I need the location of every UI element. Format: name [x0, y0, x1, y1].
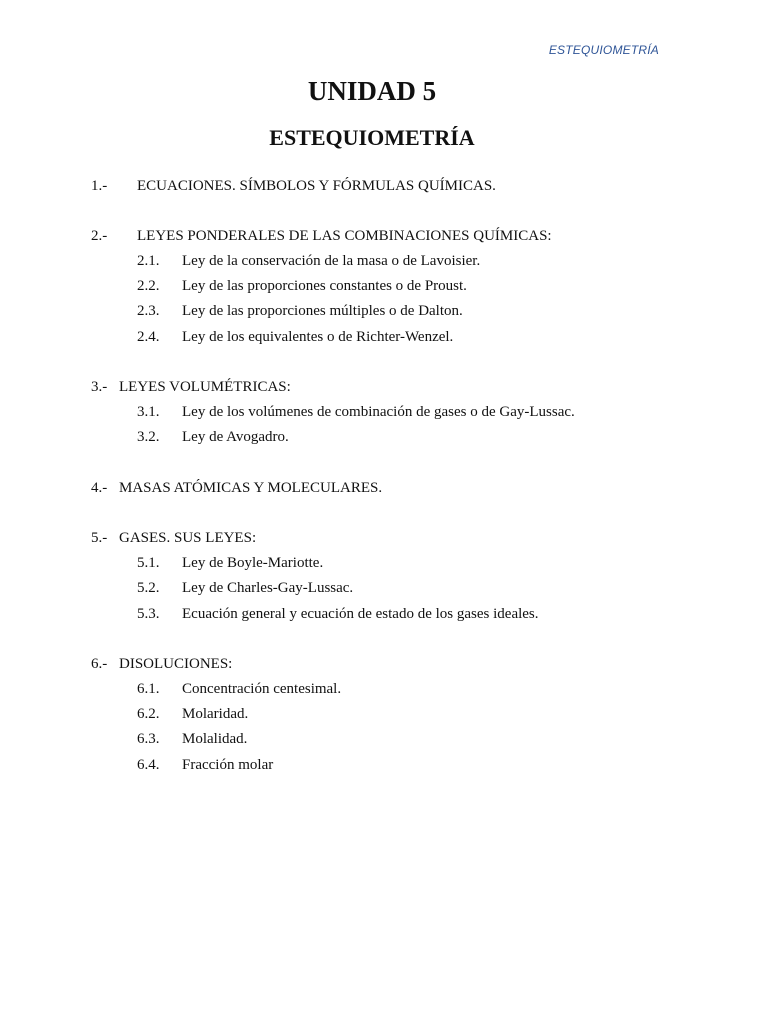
item-title: Molaridad. — [182, 706, 249, 722]
item-title: Molalidad. — [182, 731, 248, 747]
item-number: 3.1. — [137, 404, 160, 420]
item-title: Ley de Boyle-Mariotte. — [182, 555, 324, 571]
unit-subtitle: ESTEQUIOMETRÍA — [269, 125, 475, 150]
item-number: 6.2. — [137, 706, 160, 722]
item-number: 5.2. — [137, 580, 160, 596]
section-number: 4.- — [91, 480, 108, 496]
section-title: GASES. SUS LEYES: — [119, 530, 257, 546]
item-number: 6.1. — [137, 681, 160, 697]
item-number: 6.4. — [137, 757, 160, 773]
item-number: 2.1. — [137, 253, 160, 269]
item-title: Concentración centesimal. — [182, 681, 342, 697]
item-title: Fracción molar — [182, 757, 274, 773]
item-title: Ley de los equivalentes o de Richter-Wenzel. — [182, 329, 454, 345]
section-title: LEYES VOLUMÉTRICAS: — [119, 379, 291, 395]
item-number: 2.4. — [137, 329, 160, 345]
running-header: ESTEQUIOMETRÍA — [548, 43, 659, 57]
item-title: Ley de la conservación de la masa o de Lavoisier. — [182, 253, 481, 269]
item-title: Ley de los volúmenes de combinación de gases o de Gay-Lussac. — [182, 404, 575, 420]
section-number: 3.- — [91, 379, 108, 395]
item-number: 2.3. — [137, 303, 160, 319]
item-title: Ley de las proporciones constantes o de Proust. — [182, 278, 467, 294]
item-number: 5.3. — [137, 606, 160, 622]
item-title: Ley de las proporciones múltiples o de Dalton. — [182, 303, 463, 319]
section-title: ECUACIONES. SÍMBOLOS Y FÓRMULAS QUÍMICAS. — [137, 178, 496, 194]
section-title: DISOLUCIONES: — [119, 656, 233, 672]
item-title: Ley de Avogadro. — [182, 429, 289, 445]
section-title: MASAS ATÓMICAS Y MOLECULARES. — [119, 480, 383, 496]
item-title: Ecuación general y ecuación de estado de los gases ideales. — [182, 606, 539, 622]
section-title: LEYES PONDERALES DE LAS COMBINACIONES QUÍMICAS: — [137, 228, 552, 244]
item-number: 2.2. — [137, 278, 160, 294]
unit-title: UNIDAD 5 — [307, 76, 437, 106]
section-number: 6.- — [91, 656, 108, 672]
item-number: 3.2. — [137, 429, 160, 445]
item-title: Ley de Charles-Gay-Lussac. — [182, 580, 354, 596]
item-number: 6.3. — [137, 731, 160, 747]
section-number: 2.- — [91, 228, 108, 244]
section-number: 5.- — [91, 530, 108, 546]
item-number: 5.1. — [137, 555, 160, 571]
section-number: 1.- — [91, 178, 108, 194]
